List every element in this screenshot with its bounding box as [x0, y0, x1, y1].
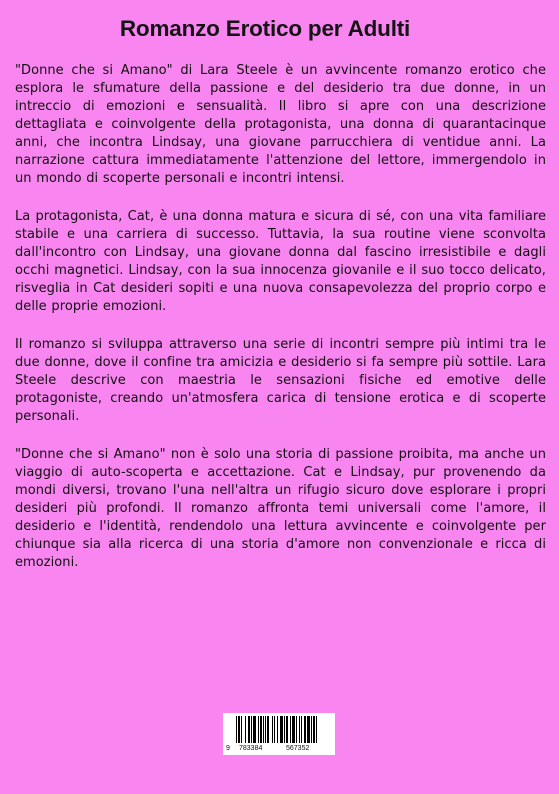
barcode-bar — [248, 716, 250, 743]
barcode-bar — [274, 716, 275, 743]
barcode-left-group: 783384 — [239, 745, 263, 752]
barcode-right-group: 567352 — [286, 745, 310, 752]
barcode-bar — [304, 716, 306, 743]
barcode-bar — [238, 716, 240, 743]
barcode-bar — [277, 716, 278, 743]
barcode-bar — [263, 716, 264, 743]
barcode — [223, 713, 335, 755]
barcode-bar — [236, 716, 237, 743]
barcode-bar — [284, 716, 285, 743]
paragraph-2: La protagonista, Cat, è una donna matura e sicura di sé, con una vita familiare stabile e una carriera di successo. Tuttavia, la sua routine viene sconvolta dall'incontro con Lindsay, una giovane donna dal fascino irresistibile e dagli occhi magnetici. Lindsay, con la sua innocenza giovanile e il suo tocco delicato, risveglia in Cat desideri sopiti e una nuova consapevolezza del proprio corpo e delle proprie emozioni. — [15, 209, 546, 314]
barcode-bar — [245, 716, 246, 743]
barcode-bar — [301, 716, 302, 743]
barcode-first-digit: 9 — [226, 745, 230, 752]
barcode-bar — [258, 716, 259, 743]
barcode-bar — [307, 716, 310, 743]
page-title: Romanzo Erotico per Adulti — [119, 16, 411, 41]
barcode-bar — [299, 716, 300, 743]
paragraph-3: Il romanzo si sviluppa attraverso una serie di incontri sempre più intimi tra le due donne, dove il confine tra amicizia e desiderio si fa sempre più sottile. Lara Steele descrive con maestria le sensazioni fisiche ed emotive delle protagoniste, creando un'atmosfera carica di tensione erotica e di scoperte personali. — [15, 337, 546, 424]
barcode-bar — [253, 716, 256, 743]
paragraph-4: "Donne che si Amano" non è solo una storia di passione proibita, ma anche un viaggio di auto-scoperta e accettazione. Cat e Lindsay, pur provenendo da mondi diversi, trovano l'una nell'altra un rifugio sicuro dove esplorare i propri desideri più profondi. Il romanzo affronta temi universali come l'amore, il desiderio e l'identità, rendendolo una lettura avvincente e coinvolgente per chiunque sia alla ricerca di una storia d'amore non convenzionale e ricca di emozioni. — [15, 447, 546, 570]
barcode-bar — [267, 716, 269, 743]
barcode-bar — [313, 716, 315, 743]
barcode-bar — [272, 716, 273, 743]
paragraph-1: "Donne che si Amano" di Lara Steele è un avvincente romanzo erotico che esplora le sfumature della passione e del desiderio tra due donne, in un intreccio di emozioni e sensualità. Il libro si apre con una descrizione dettagliata e coinvolgente della protagonista, una donna di quarantacinque anni, che incontra Lindsay, una giovane parrucchiera di ventidue anni. La narrazione cattura immediatamente l'attenzione del lettore, immergendolo in un mondo di scoperte personali e incontri intensi. — [15, 63, 546, 186]
barcode-bar — [311, 716, 312, 743]
barcode-bar — [260, 716, 262, 743]
barcode-bar — [286, 716, 288, 743]
barcode-bar — [296, 716, 297, 743]
barcode-bar — [241, 716, 242, 743]
barcode-bar — [290, 716, 291, 743]
barcode-bar — [280, 716, 283, 743]
barcode-bar — [316, 716, 317, 743]
barcode-bar — [292, 716, 295, 743]
description-body — [15, 62, 546, 592]
barcode-bar — [265, 716, 266, 743]
barcode-bar — [251, 716, 252, 743]
